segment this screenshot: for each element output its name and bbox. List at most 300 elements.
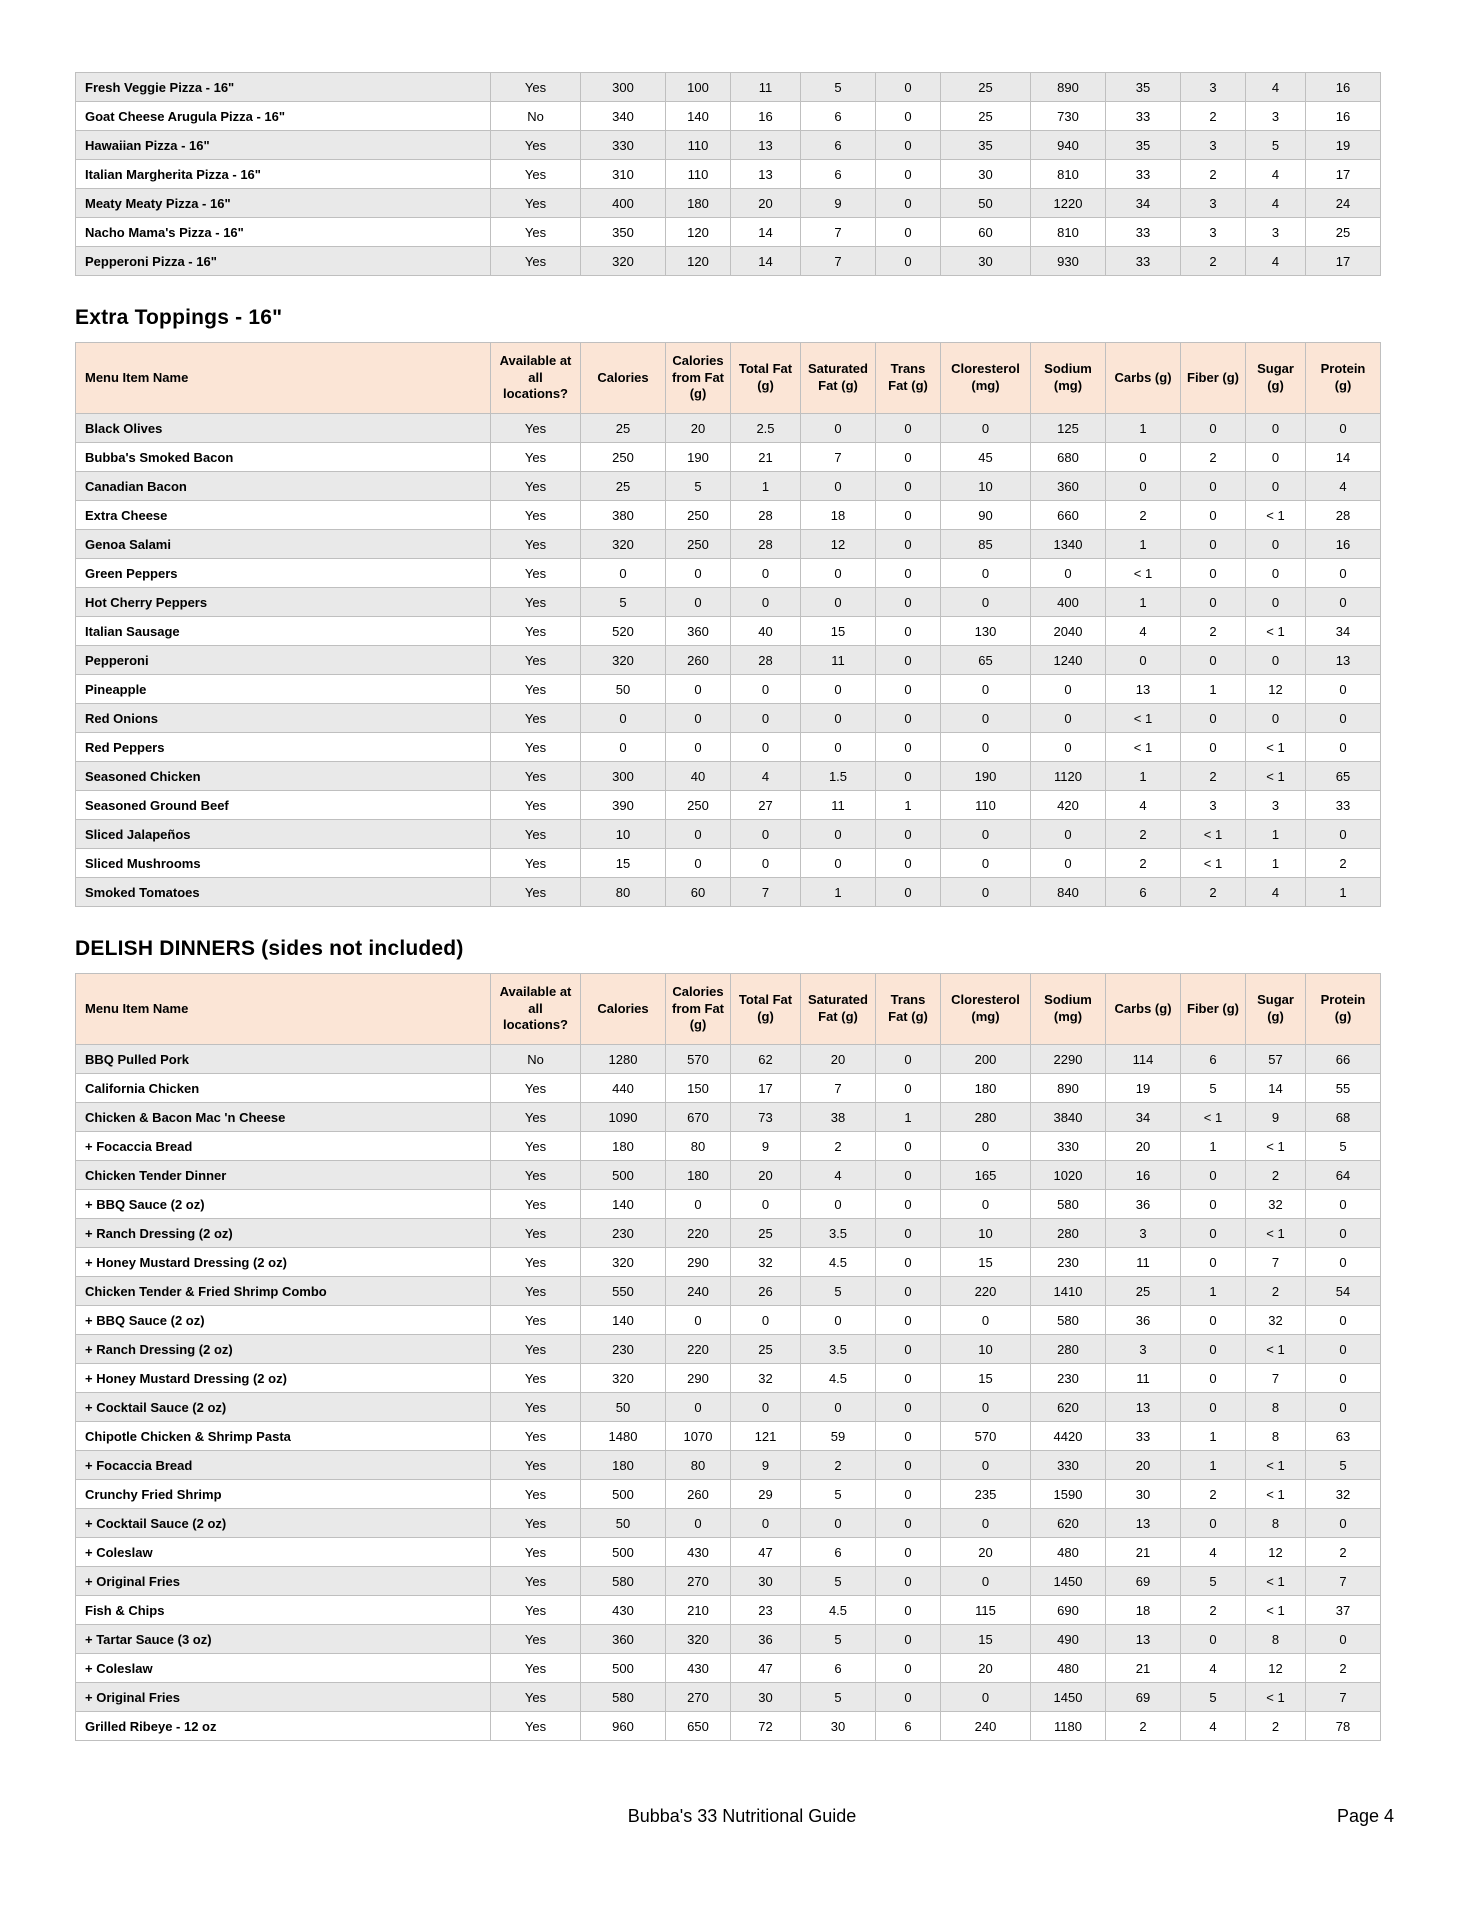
- nutrition-value: 0: [1306, 1248, 1381, 1277]
- nutrition-value: 0: [801, 1509, 876, 1538]
- nutrition-value: Yes: [491, 247, 581, 276]
- nutrition-value: 114: [1106, 1045, 1181, 1074]
- menu-item-name: Sliced Mushrooms: [76, 849, 491, 878]
- nutrition-value: 0: [876, 1248, 941, 1277]
- nutrition-value: 0: [1246, 559, 1306, 588]
- nutrition-value: 2: [1181, 160, 1246, 189]
- nutrition-value: 0: [876, 762, 941, 791]
- table-row: [76, 160, 1381, 189]
- nutrition-value: 0: [581, 559, 666, 588]
- nutrition-value: 0: [1306, 1306, 1381, 1335]
- nutrition-value: 0: [1181, 1625, 1246, 1654]
- nutrition-value: 4: [1246, 878, 1306, 907]
- nutrition-value: 4: [1181, 1654, 1246, 1683]
- nutrition-value: 25: [731, 1219, 801, 1248]
- nutrition-value: 34: [1106, 189, 1181, 218]
- column-header: Carbs (g): [1106, 343, 1181, 414]
- nutrition-value: 2: [1181, 617, 1246, 646]
- nutrition-value: 5: [801, 1277, 876, 1306]
- nutrition-value: 0: [801, 704, 876, 733]
- nutrition-value: 121: [731, 1422, 801, 1451]
- nutrition-value: 60: [666, 878, 731, 907]
- nutrition-value: Yes: [491, 1567, 581, 1596]
- column-header: Calories: [581, 343, 666, 414]
- nutrition-value: 500: [581, 1654, 666, 1683]
- nutrition-value: 250: [666, 501, 731, 530]
- nutrition-value: 0: [1181, 472, 1246, 501]
- nutrition-value: Yes: [491, 1625, 581, 1654]
- nutrition-value: 230: [581, 1219, 666, 1248]
- column-header: Sugar (g): [1246, 343, 1306, 414]
- nutrition-value: 5: [801, 1567, 876, 1596]
- nutrition-value: 140: [581, 1190, 666, 1219]
- menu-item-name: + Coleslaw: [76, 1654, 491, 1683]
- nutrition-value: < 1: [1246, 762, 1306, 791]
- nutrition-value: 12: [1246, 675, 1306, 704]
- menu-item-name: Grilled Ribeye - 12 oz: [76, 1712, 491, 1741]
- nutrition-value: Yes: [491, 472, 581, 501]
- nutrition-value: 5: [1181, 1683, 1246, 1712]
- table-row: [76, 1451, 1381, 1480]
- nutrition-value: 570: [666, 1045, 731, 1074]
- nutrition-value: Yes: [491, 559, 581, 588]
- table-row: [76, 414, 1381, 443]
- menu-item-name: + Ranch Dressing (2 oz): [76, 1335, 491, 1364]
- nutrition-value: Yes: [491, 73, 581, 102]
- nutrition-value: 1240: [1031, 646, 1106, 675]
- nutrition-value: 0: [1181, 559, 1246, 588]
- table-row: [76, 1161, 1381, 1190]
- menu-item-name: + Focaccia Bread: [76, 1132, 491, 1161]
- nutrition-value: 0: [876, 1422, 941, 1451]
- nutrition-value: 7: [731, 878, 801, 907]
- nutrition-value: 0: [876, 559, 941, 588]
- table-row: [76, 1480, 1381, 1509]
- nutrition-value: < 1: [1181, 849, 1246, 878]
- nutrition-value: 13: [1106, 1509, 1181, 1538]
- nutrition-value: 960: [581, 1712, 666, 1741]
- nutrition-value: Yes: [491, 1132, 581, 1161]
- nutrition-value: 17: [731, 1074, 801, 1103]
- nutrition-value: 5: [801, 1683, 876, 1712]
- nutrition-value: 260: [666, 1480, 731, 1509]
- nutrition-value: < 1: [1106, 704, 1181, 733]
- nutrition-value: Yes: [491, 1103, 581, 1132]
- nutrition-value: 1450: [1031, 1683, 1106, 1712]
- nutrition-value: 0: [731, 588, 801, 617]
- nutrition-value: Yes: [491, 189, 581, 218]
- menu-item-name: Hot Cherry Peppers: [76, 588, 491, 617]
- column-header: Calories: [581, 974, 666, 1045]
- footer-document-title: Bubba's 33 Nutritional Guide: [627, 1806, 857, 1826]
- nutrition-value: 0: [1306, 675, 1381, 704]
- menu-item-name: + Honey Mustard Dressing (2 oz): [76, 1248, 491, 1277]
- nutrition-value: 50: [581, 675, 666, 704]
- nutrition-value: 400: [581, 189, 666, 218]
- table-row: [76, 617, 1381, 646]
- nutrition-value: Yes: [491, 1683, 581, 1712]
- table-row: [76, 189, 1381, 218]
- table-row: [76, 1567, 1381, 1596]
- nutrition-value: 2: [1306, 849, 1381, 878]
- nutrition-value: 25: [731, 1335, 801, 1364]
- nutrition-value: < 1: [1246, 1683, 1306, 1712]
- nutrition-value: 34: [1306, 617, 1381, 646]
- nutrition-value: 0: [1306, 1364, 1381, 1393]
- nutrition-value: 0: [801, 820, 876, 849]
- nutrition-value: 0: [876, 878, 941, 907]
- nutrition-value: 25: [941, 73, 1031, 102]
- nutrition-value: 8: [1246, 1422, 1306, 1451]
- nutrition-value: 0: [876, 1480, 941, 1509]
- nutrition-value: 810: [1031, 218, 1106, 247]
- nutrition-value: 69: [1106, 1683, 1181, 1712]
- nutrition-value: 0: [731, 1393, 801, 1422]
- nutrition-value: 0: [1246, 704, 1306, 733]
- nutrition-value: 0: [731, 1306, 801, 1335]
- table-row: [76, 102, 1381, 131]
- nutrition-value: 13: [1106, 1393, 1181, 1422]
- nutrition-value: 2: [1181, 247, 1246, 276]
- nutrition-value: 330: [1031, 1451, 1106, 1480]
- nutrition-value: 320: [666, 1625, 731, 1654]
- nutrition-value: 2290: [1031, 1045, 1106, 1074]
- nutrition-value: Yes: [491, 791, 581, 820]
- nutrition-value: 27: [731, 791, 801, 820]
- nutrition-value: 4: [731, 762, 801, 791]
- nutrition-value: 140: [666, 102, 731, 131]
- nutrition-value: 19: [1306, 131, 1381, 160]
- nutrition-value: 240: [666, 1277, 731, 1306]
- nutrition-value: 36: [1106, 1306, 1181, 1335]
- nutrition-value: 1070: [666, 1422, 731, 1451]
- section-title-delish-dinners: DELISH DINNERS (sides not included): [75, 937, 464, 960]
- nutrition-value: 47: [731, 1654, 801, 1683]
- nutrition-value: 0: [1181, 1509, 1246, 1538]
- nutrition-value: Yes: [491, 646, 581, 675]
- nutrition-table-extra-toppings: [75, 342, 1381, 907]
- nutrition-value: 150: [666, 1074, 731, 1103]
- nutrition-value: 1590: [1031, 1480, 1106, 1509]
- nutrition-value: 0: [1181, 1306, 1246, 1335]
- menu-item-name: Red Onions: [76, 704, 491, 733]
- menu-item-name: Chicken Tender Dinner: [76, 1161, 491, 1190]
- nutrition-value: 0: [731, 1509, 801, 1538]
- nutrition-value: 9: [801, 189, 876, 218]
- nutrition-value: 0: [731, 1190, 801, 1219]
- nutrition-value: 480: [1031, 1654, 1106, 1683]
- nutrition-value: 4: [1181, 1712, 1246, 1741]
- nutrition-value: 580: [1031, 1190, 1106, 1219]
- menu-item-name: + BBQ Sauce (2 oz): [76, 1190, 491, 1219]
- nutrition-value: 29: [731, 1480, 801, 1509]
- nutrition-value: 0: [801, 733, 876, 762]
- nutrition-value: 890: [1031, 1074, 1106, 1103]
- menu-item-name: Chicken Tender & Fried Shrimp Combo: [76, 1277, 491, 1306]
- table-row: [76, 1277, 1381, 1306]
- nutrition-value: 270: [666, 1567, 731, 1596]
- nutrition-value: 1: [1106, 762, 1181, 791]
- table-row: [76, 1306, 1381, 1335]
- nutrition-value: 4: [1106, 617, 1181, 646]
- nutrition-value: 1.5: [801, 762, 876, 791]
- nutrition-value: 0: [941, 1393, 1031, 1422]
- nutrition-value: 0: [876, 160, 941, 189]
- nutrition-value: 330: [581, 131, 666, 160]
- nutrition-value: 63: [1306, 1422, 1381, 1451]
- nutrition-value: < 1: [1246, 1335, 1306, 1364]
- nutrition-value: 650: [666, 1712, 731, 1741]
- table-row: [76, 1103, 1381, 1132]
- nutrition-value: 6: [1106, 878, 1181, 907]
- table-row: [76, 1683, 1381, 1712]
- nutrition-value: 12: [1246, 1538, 1306, 1567]
- nutrition-value: 3: [1181, 791, 1246, 820]
- nutrition-value: 16: [1306, 73, 1381, 102]
- nutrition-value: < 1: [1246, 733, 1306, 762]
- nutrition-value: 235: [941, 1480, 1031, 1509]
- nutrition-value: 360: [581, 1625, 666, 1654]
- nutrition-value: 680: [1031, 443, 1106, 472]
- nutrition-value: 620: [1031, 1393, 1106, 1422]
- table-row: [76, 1364, 1381, 1393]
- column-header: Saturated Fat (g): [801, 974, 876, 1045]
- menu-item-name: + Focaccia Bread: [76, 1451, 491, 1480]
- column-header: Available at all locations?: [491, 343, 581, 414]
- nutrition-value: 3840: [1031, 1103, 1106, 1132]
- nutrition-value: 11: [1106, 1364, 1181, 1393]
- nutrition-value: 10: [941, 472, 1031, 501]
- nutrition-value: 0: [1181, 733, 1246, 762]
- nutrition-value: 360: [1031, 472, 1106, 501]
- nutrition-value: 2: [801, 1132, 876, 1161]
- nutrition-value: 0: [801, 1190, 876, 1219]
- nutrition-value: Yes: [491, 443, 581, 472]
- menu-item-name: Seasoned Chicken: [76, 762, 491, 791]
- nutrition-value: 500: [581, 1480, 666, 1509]
- nutrition-value: 320: [581, 646, 666, 675]
- nutrition-value: 730: [1031, 102, 1106, 131]
- nutrition-value: 5: [1306, 1132, 1381, 1161]
- table-row: [76, 559, 1381, 588]
- nutrition-value: 30: [801, 1712, 876, 1741]
- menu-item-name: + Original Fries: [76, 1567, 491, 1596]
- menu-item-name: Genoa Salami: [76, 530, 491, 559]
- nutrition-value: 30: [941, 247, 1031, 276]
- nutrition-value: 0: [876, 1364, 941, 1393]
- nutrition-value: Yes: [491, 1596, 581, 1625]
- nutrition-value: 7: [801, 218, 876, 247]
- nutrition-value: 400: [1031, 588, 1106, 617]
- nutrition-table-delish-dinners: [75, 973, 1381, 1741]
- column-header: Saturated Fat (g): [801, 343, 876, 414]
- nutrition-value: 0: [876, 218, 941, 247]
- nutrition-value: 0: [876, 247, 941, 276]
- nutrition-value: 330: [1031, 1132, 1106, 1161]
- nutrition-value: 0: [876, 849, 941, 878]
- menu-item-name: Italian Sausage: [76, 617, 491, 646]
- nutrition-value: 12: [1246, 1654, 1306, 1683]
- nutrition-value: 200: [941, 1045, 1031, 1074]
- section-pizzas-16-continued: [75, 72, 1484, 276]
- nutrition-value: 80: [666, 1451, 731, 1480]
- nutrition-value: 0: [1031, 704, 1106, 733]
- nutrition-value: 0: [876, 1654, 941, 1683]
- nutrition-value: 0: [941, 1306, 1031, 1335]
- nutrition-value: Yes: [491, 1509, 581, 1538]
- nutrition-value: 20: [666, 414, 731, 443]
- nutrition-value: 7: [1306, 1567, 1381, 1596]
- menu-item-name: Seasoned Ground Beef: [76, 791, 491, 820]
- nutrition-value: 0: [876, 1306, 941, 1335]
- column-header: Protein (g): [1306, 974, 1381, 1045]
- column-header: Total Fat (g): [731, 343, 801, 414]
- nutrition-value: 0: [941, 414, 1031, 443]
- nutrition-value: 180: [941, 1074, 1031, 1103]
- nutrition-value: < 1: [1246, 1480, 1306, 1509]
- column-header: Calories from Fat (g): [666, 343, 731, 414]
- nutrition-value: 840: [1031, 878, 1106, 907]
- nutrition-value: 0: [876, 1074, 941, 1103]
- nutrition-value: 26: [731, 1277, 801, 1306]
- nutrition-value: 310: [581, 160, 666, 189]
- nutrition-value: 0: [1031, 733, 1106, 762]
- menu-item-name: Smoked Tomatoes: [76, 878, 491, 907]
- nutrition-value: 190: [941, 762, 1031, 791]
- nutrition-value: 230: [1031, 1248, 1106, 1277]
- nutrition-value: 3: [1181, 218, 1246, 247]
- nutrition-value: 230: [1031, 1364, 1106, 1393]
- nutrition-value: 0: [941, 1683, 1031, 1712]
- nutrition-value: 4: [1306, 472, 1381, 501]
- nutrition-value: 125: [1031, 414, 1106, 443]
- nutrition-value: 25: [581, 472, 666, 501]
- nutrition-value: 0: [876, 443, 941, 472]
- nutrition-value: 19: [1106, 1074, 1181, 1103]
- nutrition-value: 660: [1031, 501, 1106, 530]
- nutrition-value: 0: [941, 1509, 1031, 1538]
- table-row: [76, 1219, 1381, 1248]
- nutrition-value: 0: [876, 1625, 941, 1654]
- nutrition-value: < 1: [1106, 733, 1181, 762]
- nutrition-value: 0: [1306, 414, 1381, 443]
- nutrition-value: 3: [1106, 1335, 1181, 1364]
- nutrition-value: 2: [1106, 501, 1181, 530]
- nutrition-value: 320: [581, 1248, 666, 1277]
- nutrition-value: 0: [876, 1335, 941, 1364]
- nutrition-value: 21: [1106, 1538, 1181, 1567]
- nutrition-value: 3: [1181, 189, 1246, 218]
- nutrition-value: 130: [941, 617, 1031, 646]
- nutrition-value: 15: [581, 849, 666, 878]
- nutrition-value: 1: [1106, 414, 1181, 443]
- table-row: [76, 791, 1381, 820]
- table-row: [76, 704, 1381, 733]
- nutrition-value: 0: [801, 472, 876, 501]
- nutrition-value: 9: [731, 1132, 801, 1161]
- nutrition-value: 0: [1306, 1335, 1381, 1364]
- menu-item-name: Pepperoni: [76, 646, 491, 675]
- nutrition-value: 4: [1246, 189, 1306, 218]
- nutrition-value: 0: [941, 559, 1031, 588]
- menu-item-name: + Coleslaw: [76, 1538, 491, 1567]
- menu-item-name: Red Peppers: [76, 733, 491, 762]
- nutrition-value: 7: [801, 1074, 876, 1103]
- nutrition-value: Yes: [491, 1306, 581, 1335]
- nutrition-value: 4420: [1031, 1422, 1106, 1451]
- nutrition-value: 0: [876, 1219, 941, 1248]
- nutrition-value: 3: [1106, 1219, 1181, 1248]
- nutrition-value: 0: [1306, 588, 1381, 617]
- menu-item-name: Extra Cheese: [76, 501, 491, 530]
- nutrition-value: 0: [1181, 646, 1246, 675]
- nutrition-value: 380: [581, 501, 666, 530]
- nutrition-value: < 1: [1246, 1451, 1306, 1480]
- nutrition-value: 30: [1106, 1480, 1181, 1509]
- nutrition-value: 0: [876, 1277, 941, 1306]
- nutrition-value: 0: [1246, 588, 1306, 617]
- nutrition-value: 250: [666, 530, 731, 559]
- nutrition-value: 580: [581, 1683, 666, 1712]
- nutrition-value: 33: [1106, 1422, 1181, 1451]
- nutrition-value: 0: [876, 1683, 941, 1712]
- nutrition-value: 9: [731, 1451, 801, 1480]
- nutrition-value: 57: [1246, 1045, 1306, 1074]
- table-row: [76, 1712, 1381, 1741]
- nutrition-value: < 1: [1246, 1596, 1306, 1625]
- nutrition-value: 0: [941, 1132, 1031, 1161]
- nutrition-value: 500: [581, 1538, 666, 1567]
- nutrition-value: 8: [1246, 1625, 1306, 1654]
- nutrition-value: 260: [666, 646, 731, 675]
- nutrition-value: 110: [941, 791, 1031, 820]
- nutrition-value: 0: [1106, 472, 1181, 501]
- nutrition-value: 72: [731, 1712, 801, 1741]
- nutrition-value: 0: [801, 849, 876, 878]
- nutrition-value: Yes: [491, 617, 581, 646]
- nutrition-value: 30: [731, 1567, 801, 1596]
- table-row: [76, 588, 1381, 617]
- nutrition-value: 290: [666, 1248, 731, 1277]
- table-row: [76, 1654, 1381, 1683]
- column-header: Trans Fat (g): [876, 343, 941, 414]
- nutrition-value: 360: [666, 617, 731, 646]
- nutrition-value: 4: [1106, 791, 1181, 820]
- nutrition-value: 2: [1181, 878, 1246, 907]
- nutrition-value: 11: [801, 646, 876, 675]
- nutrition-value: 0: [941, 588, 1031, 617]
- nutrition-value: 17: [1306, 160, 1381, 189]
- nutrition-value: 23: [731, 1596, 801, 1625]
- nutrition-value: Yes: [491, 1393, 581, 1422]
- nutrition-value: 0: [876, 1190, 941, 1219]
- menu-item-name: BBQ Pulled Pork: [76, 1045, 491, 1074]
- nutrition-value: 3.5: [801, 1335, 876, 1364]
- nutrition-value: 1: [1181, 1422, 1246, 1451]
- nutrition-value: < 1: [1246, 1219, 1306, 1248]
- nutrition-value: 28: [731, 530, 801, 559]
- nutrition-value: 0: [1181, 530, 1246, 559]
- nutrition-value: 7: [1246, 1248, 1306, 1277]
- nutrition-value: 1: [1181, 675, 1246, 704]
- nutrition-value: Yes: [491, 1248, 581, 1277]
- nutrition-value: 0: [666, 675, 731, 704]
- column-header: Cloresterol (mg): [941, 974, 1031, 1045]
- column-header: Menu Item Name: [76, 343, 491, 414]
- column-header: Available at all locations?: [491, 974, 581, 1045]
- nutrition-value: 240: [941, 1712, 1031, 1741]
- nutrition-value: 2: [1106, 1712, 1181, 1741]
